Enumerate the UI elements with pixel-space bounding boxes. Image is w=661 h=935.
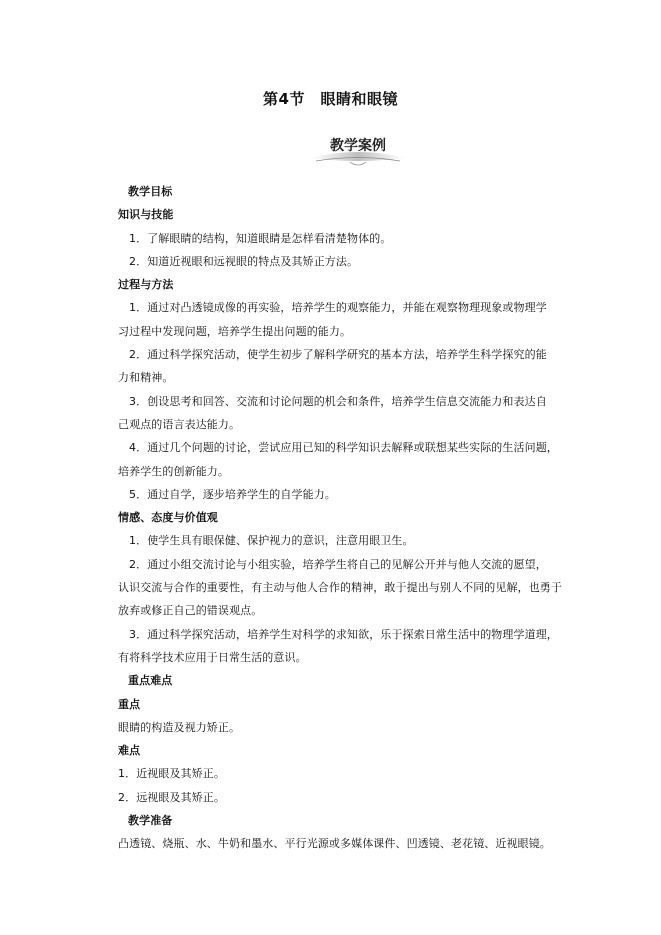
paragraph-line: 1．近视眼及其矫正。 <box>118 767 225 781</box>
page-title: 第4节 眼睛和眼镜 <box>263 90 398 108</box>
heading-objectives: 教学目标 <box>128 185 173 198</box>
paragraph-line: 有将科学技术应用于日常生活的意识。 <box>118 650 307 664</box>
paragraph-line: 己观点的语言表达能力。 <box>118 417 241 431</box>
paragraph-line: 5．通过自学，逐步培养学生的自学能力。 <box>129 487 336 501</box>
banner-label: 教学案例 <box>330 138 386 154</box>
paragraph-line: 力和精神。 <box>118 371 174 385</box>
section-banner <box>306 134 410 170</box>
paragraph-line: 1．使学生具有眼保健、保护视力的意识，注意用眼卫生。 <box>129 534 414 548</box>
heading-keypoints: 重点难点 <box>128 674 173 688</box>
paragraph-line: 2．通过科学探究活动，使学生初步了解科学研究的基本方法，培养学生科学探究的能 <box>129 348 547 362</box>
heading-process: 过程与方法 <box>118 278 174 292</box>
paragraph-line: 4．通过几个问题的讨论，尝试应用已知的科学知识去解释或联想某些实际的生活问题， <box>129 441 558 455</box>
heading-difficulty: 难点 <box>118 744 141 758</box>
paragraph-line: 1．了解眼睛的结构，知道眼睛是怎样看清楚物体的。 <box>129 231 392 245</box>
paragraph-line: 眼睛的构造及视力矫正。 <box>118 720 241 734</box>
paragraph-line: 2．知道近视眼和远视眼的特点及其矫正方法。 <box>129 254 359 268</box>
paragraph-line: 凸透镜、烧瓶、水、牛奶和墨水、平行光源或多媒体课件、凹透镜、老花镜、近视眼镜。 <box>118 837 551 851</box>
document-body <box>118 180 566 856</box>
paragraph-line: 2．远视眼及其矫正。 <box>118 790 225 804</box>
paragraph-line: 2．通过小组交流讨论与小组实验，培养学生将自己的见解公开并与他人交流的愿望， <box>129 557 547 571</box>
heading-knowledge: 知识与技能 <box>118 208 174 222</box>
heading-focus: 重点 <box>118 697 141 711</box>
heading-attitude: 情感、态度与价值观 <box>118 511 218 525</box>
paragraph-line: 认识交流与合作的重要性，有主动与他人合作的精神，敢于提出与别人不同的见解，也勇于 <box>118 581 562 595</box>
paragraph-line: 培养学生的创新能力。 <box>118 464 229 478</box>
paragraph-line: 3．创设思考和回答、交流和讨论问题的机会和条件，培养学生信息交流能力和表达自 <box>129 394 547 408</box>
heading-preparation: 教学准备 <box>128 814 173 828</box>
paragraph-line: 3．通过科学探究活动，培养学生对科学的求知欲，乐于探索日常生活中的物理学道理， <box>129 627 558 641</box>
paragraph-line: 习过程中发现问题，培养学生提出问题的能力。 <box>118 324 352 338</box>
paragraph-line: 放弃或修正自己的错误观点。 <box>118 604 263 618</box>
paragraph-line: 1．通过对凸透镜成像的再实验，培养学生的观察能力，并能在观察物理现象或物理学 <box>129 301 547 315</box>
